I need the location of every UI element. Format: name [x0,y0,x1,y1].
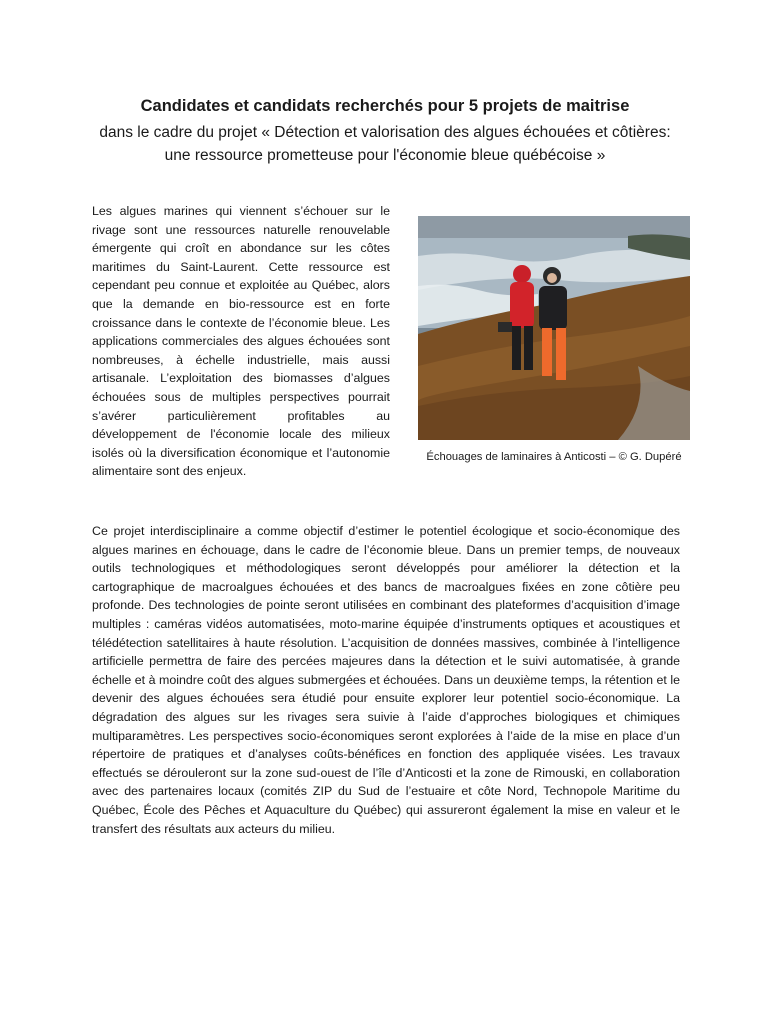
main-paragraph: Ce projet interdisciplinaire a comme objectif d’estimer le potentiel écologique et socio-économique des algues marines en échouage, dans le cadre de l’économie bleue. Dans un premier temps, de nouveaux outils technologiques et méthodologiques seront développés pour améliorer la détection et la cartographique de macroalgues échouées et des bancs de macroalgues fixées en zone côtière peu profonde. Des technologies de pointe seront utilisées en combinant des plateformes d’acquisition d’image multiples : caméras vidéos automatisées, moto-marine équipée d’instruments optiques et acoustiques et télédétection satellitaires à haute résolution. L’acquisition de données massives, combinée à l’intelligence artificielle permettra de faire des percées majeures dans la détection et le suivi automatisée, à grande échelle et à moindre coût des algues submergées et échouées. Dans un deuxième temps, la rétention et le devenir des algues échouées sera étudié pour ensuite explorer leur potentiel socio-économique. La dégradation des algues sur les rivages sera suivie à l’aide d’approches biologiques et chimiques multiparamètres. Les perspectives socio-économiques seront explorées à l’aide de la mise en place d’un répertoire de pratiques et d’analyses coûts-bénéfices en fonction des appliquée visées. Les travaux effectués se dérouleront sur la zone sud-ouest de l’île d’Anticosti et la zone de Rimouski, en collaboration avec des partenaires locaux (comités ZIP du Sud de l’estuaire et côte Nord, Technopole Maritime du Québec, École des Pêches et Aquaculture du Québec) qui assureront également la mise en valeur et le transfert des résultats aux acteurs du milieu. [92,524,680,836]
kelp-beach-photo [418,216,690,440]
intro-paragraph: Les algues marines qui viennent s’échouer sur le rivage sont une ressources naturelle renouvelable émergente qui croît en abondance sur les côtes maritimes du Saint-Laurent. Cette ressource est cependant peu connue et exploitée au Québec, alors que la demande en bio-ressource est en forte croissance dans le contexte de l’économie bleue. Les applications commerciales des algues échouées sont nombreuses, à échelle industrielle, mais aussi artisanale. L’exploitation des biomasses d’algues échouées sous de multiples perspectives pourrait s’avérer particulièrement profitables au développement de l'économie locale des milieux isolés où la diversification économique et l’autonomie alimentaire sont des enjeux. [92,204,390,479]
page-title: Candidates et candidats recherchés pour 5 projets de maitrise [140,97,630,115]
kelp-beach-illustration [418,216,690,440]
page-subtitle: dans le cadre du projet « Détection et valorisation des algues échouées et côtières: une ressource prometteuse pour l'économie bleue québécoise » [99,124,671,164]
photo-caption: Échouages de laminaires à Anticosti – © G. Dupéré [426,451,682,463]
